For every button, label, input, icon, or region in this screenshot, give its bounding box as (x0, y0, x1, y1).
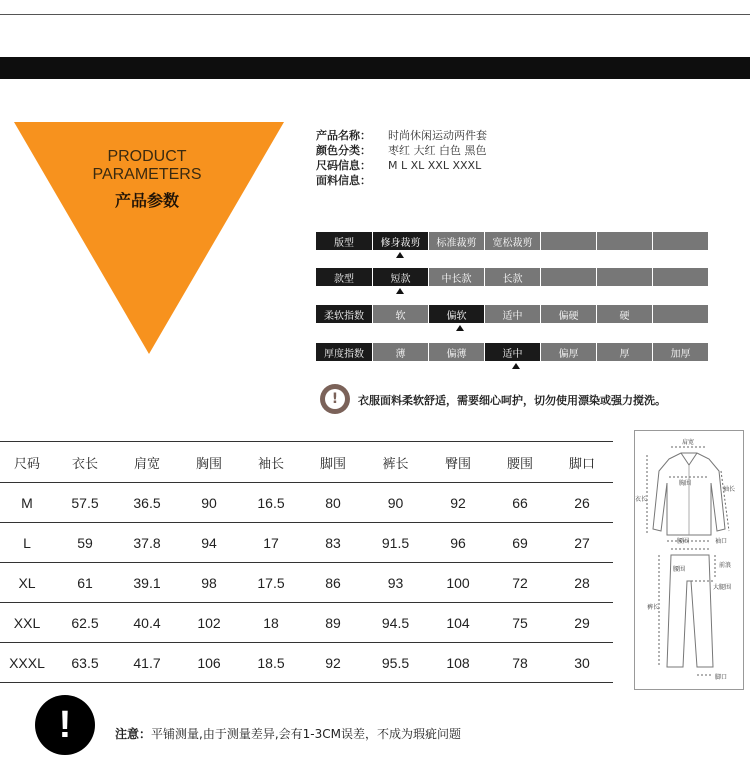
table-header-cell: 肩宽 (133, 456, 160, 472)
size-label-cell: L (23, 534, 31, 551)
table-header-cell: 脚围 (319, 456, 346, 472)
measurement-cell: 98 (201, 574, 217, 591)
measurement-cell: 17 (263, 534, 279, 551)
rating-option: 偏厚 (541, 343, 596, 361)
title-en-line1: PRODUCT (107, 148, 187, 165)
diagram-label-cuff: 袖口 (715, 538, 728, 545)
rating-marker (396, 252, 404, 258)
table-header-cell: 臀围 (444, 456, 471, 472)
notice-text: 平铺测量,由于测量差异,会有1-3CM误差，不成为瑕疵问题 (151, 727, 461, 741)
table-header-row (0, 441, 613, 483)
measurement-cell: 102 (197, 614, 221, 631)
info-key: 产品名称： (316, 129, 371, 142)
measurement-cell: 61 (77, 574, 93, 591)
product-info (316, 128, 487, 188)
rating-option: 厚 (597, 343, 652, 361)
rating-option: 修身裁剪 (373, 232, 428, 250)
rating-marker (456, 325, 464, 331)
rating-bar-softness (316, 305, 715, 323)
clothing-diagram-svg (635, 431, 743, 689)
info-key: 尺码信息： (316, 159, 371, 172)
measurement-cell: 92 (450, 494, 466, 511)
measurement-cell: 93 (387, 574, 404, 591)
rating-label: 款型 (316, 268, 372, 286)
care-text: 衣服面料柔软舒适，需要细心呵护，切勿使用漂染或强力搅洗。 (358, 394, 666, 407)
diagram-label-shoulder: 肩宽 (682, 439, 695, 446)
table-row (0, 643, 613, 683)
info-row-color (316, 143, 487, 158)
table-row (0, 603, 613, 643)
title-en-line2: PARAMETERS (92, 166, 202, 183)
table-header-cell: 裤长 (382, 456, 409, 472)
rating-option (541, 232, 596, 250)
table-header-cell: 尺码 (13, 456, 40, 472)
measurement-cell: 66 (512, 494, 528, 511)
table-header-cell: 胸围 (195, 456, 222, 472)
measurement-cell: 40.4 (133, 614, 161, 631)
rating-marker (512, 363, 520, 369)
measurement-cell: 59 (77, 534, 93, 551)
diagram-label-pants-length: 裤长 (647, 604, 660, 611)
measurement-cell: 69 (512, 534, 528, 551)
measurement-cell: 57.5 (71, 494, 99, 511)
measurement-cell: 94 (201, 534, 217, 551)
rating-option: 偏软 (429, 305, 484, 323)
exclamation-icon: ! (325, 389, 345, 409)
measurement-cell: 63.5 (71, 654, 99, 671)
info-value: 时尚休闲运动两件套 (388, 129, 487, 142)
rating-label: 版型 (316, 232, 372, 250)
rating-option (597, 268, 652, 286)
measurement-cell: 17.5 (257, 574, 285, 591)
rating-option (541, 268, 596, 286)
title-cn: 产品参数 (114, 193, 179, 210)
table-header-cell: 衣长 (71, 456, 98, 472)
diagram-label-waist: 腰围 (673, 566, 686, 573)
info-row-name (316, 128, 487, 143)
info-row-fabric (316, 173, 487, 188)
rating-option (597, 232, 652, 250)
measurement-cell: 39.1 (133, 574, 161, 591)
rating-option: 长款 (485, 268, 540, 286)
measurement-cell: 75 (512, 614, 528, 631)
table-row (0, 483, 613, 523)
rating-option: 硬 (597, 305, 652, 323)
measurement-cell: 16.5 (257, 494, 285, 511)
measurement-cell: 30 (574, 654, 590, 671)
diagram-label-hem: 腰围 (677, 538, 690, 545)
rating-bar-thickness (316, 343, 715, 361)
rating-label: 柔软指数 (316, 305, 372, 323)
rating-option: 薄 (373, 343, 428, 361)
rating-option: 偏薄 (429, 343, 484, 361)
rating-option: 短款 (373, 268, 428, 286)
measurement-cell: 90 (201, 494, 217, 511)
rating-option (653, 232, 708, 250)
diagram-label-leg-opening: 脚口 (715, 674, 728, 681)
rating-option: 宽松裁剪 (485, 232, 540, 250)
size-label-cell: XXXL (9, 654, 45, 671)
size-label-cell: M (21, 494, 33, 511)
table-header-cell: 腰围 (506, 456, 533, 472)
measurement-cell: 37.8 (133, 534, 161, 551)
measurement-cell: 106 (197, 654, 221, 671)
rating-marker (396, 288, 404, 294)
measurement-cell: 89 (325, 614, 341, 631)
measurement-cell: 83 (325, 534, 341, 551)
product-parameters-title (62, 148, 232, 211)
info-key: 颜色分类： (316, 144, 371, 157)
measurement-cell: 28 (574, 574, 590, 591)
measurement-cell: 18.5 (257, 654, 285, 671)
care-warning-icon (320, 384, 350, 414)
table-row (0, 563, 613, 603)
diagram-label-thigh: 大腿围 (713, 584, 732, 591)
size-label-cell: XL (18, 574, 36, 591)
rating-option: 标准裁剪 (429, 232, 484, 250)
measurement-cell: 18 (263, 614, 279, 631)
measurement-cell: 29 (574, 614, 590, 631)
measurement-cell: 104 (446, 614, 470, 631)
rating-option (653, 268, 708, 286)
measurement-cell: 96 (450, 534, 466, 551)
measurement-cell: 62.5 (71, 614, 99, 631)
rating-option: 偏硬 (541, 305, 596, 323)
measurement-cell: 92 (325, 654, 341, 671)
notice-label: 注意： (115, 727, 152, 741)
measurement-cell: 41.7 (133, 654, 161, 671)
measurement-cell: 90 (387, 494, 404, 511)
measurement-diagram (634, 430, 744, 690)
diagram-label-front-rise: 前浪 (719, 562, 732, 569)
rating-bar-fit (316, 232, 715, 250)
rating-option: 适中 (485, 305, 540, 323)
rating-option: 加厚 (653, 343, 708, 361)
diagram-label-sleeve: 袖长 (723, 486, 736, 493)
measurement-cell: 94.5 (381, 614, 410, 631)
measurement-cell: 95.5 (381, 654, 410, 671)
rating-label: 厚度指数 (316, 343, 372, 361)
info-row-size (316, 158, 487, 173)
measurement-cell: 27 (574, 534, 590, 551)
measurement-cell: 72 (512, 574, 528, 591)
size-table (0, 441, 613, 683)
measurement-notice (115, 725, 461, 742)
rating-option: 中长款 (429, 268, 484, 286)
measurement-cell: 80 (325, 494, 341, 511)
rating-bar-style (316, 268, 715, 286)
diagram-label-chest: 胸围 (679, 480, 692, 487)
info-key: 面料信息： (316, 174, 371, 187)
measurement-cell: 86 (325, 574, 341, 591)
measurement-cell: 78 (512, 654, 528, 671)
rating-option (653, 305, 708, 323)
table-row (0, 523, 613, 563)
table-header-cell: 脚口 (568, 456, 595, 472)
info-value: 枣红 大红 白色 黑色 (388, 144, 487, 157)
measurement-cell: 26 (574, 494, 590, 511)
top-divider (0, 14, 750, 15)
measurement-cell: 108 (446, 654, 470, 671)
diagram-label-length: 衣长 (635, 496, 648, 503)
rating-option: 适中 (485, 343, 540, 361)
black-banner (0, 57, 750, 79)
table-header-cell: 袖长 (257, 456, 284, 472)
measurement-cell: 100 (446, 574, 470, 591)
table-body (0, 483, 613, 683)
warning-icon: ! (35, 695, 95, 755)
size-label-cell: XXL (13, 614, 41, 631)
rating-option: 软 (373, 305, 428, 323)
measurement-cell: 36.5 (133, 494, 161, 511)
info-value: M L XL XXL XXXL (388, 159, 482, 172)
measurement-cell: 91.5 (381, 534, 410, 551)
